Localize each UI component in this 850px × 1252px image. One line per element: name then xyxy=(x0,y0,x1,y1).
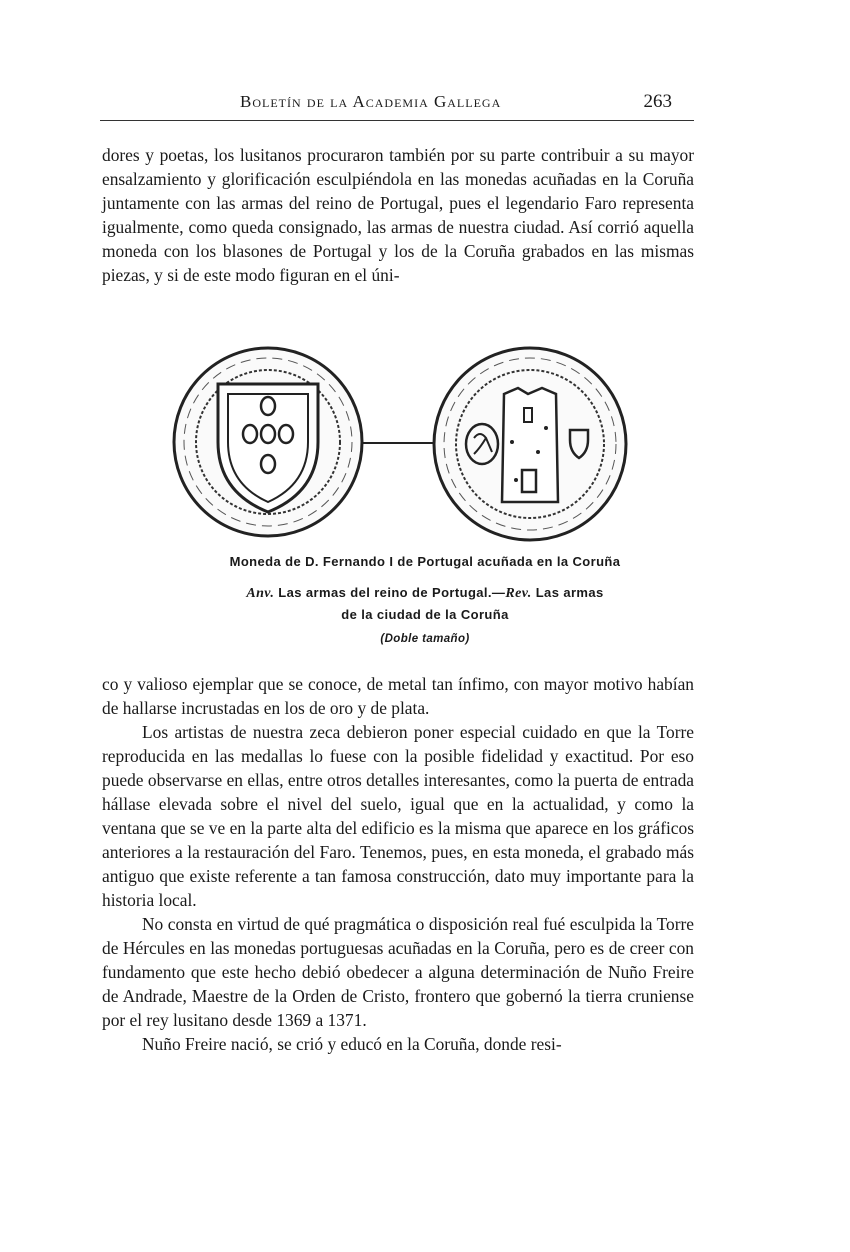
figure-size-note: (Doble tamaño) xyxy=(380,633,470,645)
body-text-top xyxy=(102,143,694,287)
figure-caption-line-2: de la ciudad de la Coruña xyxy=(341,607,509,622)
obverse-coin xyxy=(174,348,362,536)
coin-illustration xyxy=(172,342,634,554)
paragraph: No consta en virtud de qué pragmática o disposición real fué esculpida la Torre de Hércules en las monedas portuguesas acuñadas en la Coruña, pero es de creer con fundamento que este hecho debió obedecer a alguna determinación de Nuño Freire de Andrade, Maestre de la Orden de Cristo, frontero que gobernó la tierra cruniense por el rey lusitano desde 1369 a 1371. xyxy=(102,914,694,1030)
body-text-bottom xyxy=(102,672,694,1056)
anv-abbrev: Anv. xyxy=(246,586,275,601)
tower-icon xyxy=(502,388,558,502)
paragraph: dores y poetas, los lusitanos procuraron también por su parte contribuir a su mayor ensalzamiento y glorificación esculpiéndola en las monedas acuñadas en la Coruña juntamente con las armas del reino de Portugal, pues el legendario Faro representa igualmente, como queda consignado, las armas de nuestra ciudad. Así corrió aquella moneda con los blasones de Portugal y los de la Coruña grabados en las mismas piezas, y si de este modo figuran en el úni- xyxy=(102,145,694,285)
paragraph: co y valioso ejemplar que se conoce, de metal tan ínfimo, con mayor motivo habían de hallarse incrustadas en los de oro y de plata. xyxy=(102,674,694,718)
page-header xyxy=(100,88,694,121)
paragraph: Los artistas de nuestra zeca debieron poner especial cuidado en que la Torre reproducida en las medallas lo fuese con la posible fidelidad y exactitud. Por eso puede observarse en ellas, entre otros detalles interesantes, como la puerta de entrada hállase elevada sobre el nivel del suelo, igual que en la actualidad, y como la ventana que se ve en la parte alta del edificio es la misma que aparece en los gráficos anteriores a la restauración del Faro. Tenemos, pues, en esta moneda, el grabado más antiguo que existe referente a tan famosa construcción, dato muy importante para la historia local. xyxy=(102,722,694,910)
rev-text: Las armas xyxy=(535,585,604,600)
page-number: 263 xyxy=(643,91,672,112)
paragraph: Nuño Freire nació, se crió y educó en la Coruña, donde resi- xyxy=(142,1034,562,1054)
reverse-coin xyxy=(434,348,626,540)
rev-abbrev: Rev. xyxy=(505,586,532,601)
figure-caption-line xyxy=(100,585,750,602)
figure-caption-title: Moneda de D. Fernando I de Portugal acuñada en la Coruña xyxy=(229,554,621,569)
running-title: Boletín de la Academia Gallega xyxy=(240,92,502,111)
anv-text: Las armas del reino de Portugal.— xyxy=(278,585,506,600)
coin-figure xyxy=(172,342,634,554)
